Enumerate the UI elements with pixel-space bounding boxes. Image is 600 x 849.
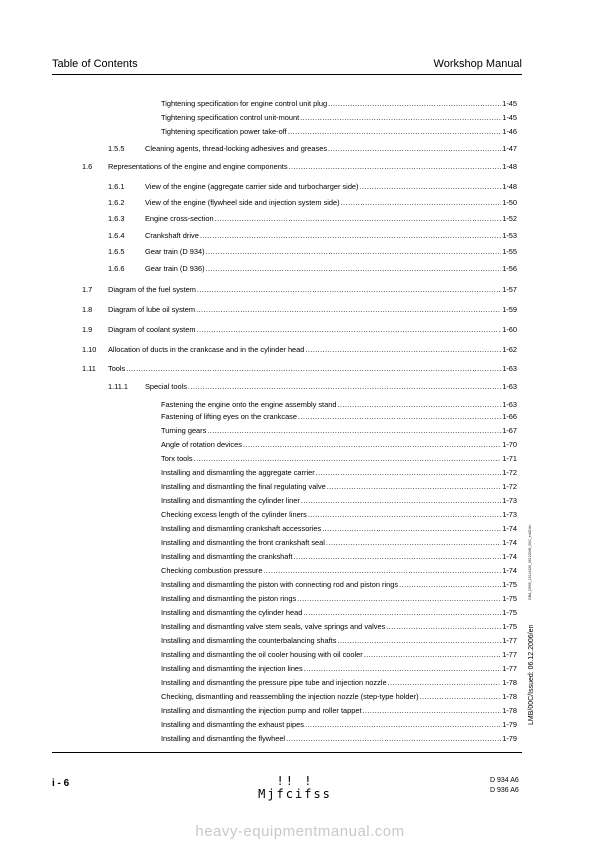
toc-leader-dots xyxy=(399,579,501,591)
toc-leader-dots xyxy=(328,98,501,110)
toc-row[interactable] xyxy=(161,425,517,437)
toc-row[interactable] xyxy=(161,635,517,647)
footer-garbled-text xyxy=(230,775,360,801)
toc-row[interactable] xyxy=(108,263,517,275)
toc-title: Crankshaft drive xyxy=(145,231,199,240)
toc-page: 1-75 xyxy=(502,622,517,631)
side-note xyxy=(528,475,538,725)
toc-title: Gear train (D 936) xyxy=(145,264,205,273)
toc-title: Gear train (D 934) xyxy=(145,247,205,256)
toc-row[interactable] xyxy=(82,304,517,316)
toc-number: 1.11 xyxy=(82,364,96,373)
toc-title: Installing and dismantling the exhaust pipes xyxy=(161,720,304,729)
toc-leader-dots xyxy=(386,621,501,633)
toc-page: 1-75 xyxy=(502,594,517,603)
toc-leader-dots xyxy=(301,495,501,507)
watermark: heavy-equipmentmanual.com xyxy=(195,823,405,840)
toc-page: 1-53 xyxy=(502,231,517,240)
toc-leader-dots xyxy=(328,143,501,155)
toc-row[interactable] xyxy=(161,705,517,717)
toc-row[interactable] xyxy=(108,381,517,393)
model-designation xyxy=(490,776,519,796)
footer-garbled-bottom: Mjfcifss xyxy=(258,787,332,801)
toc-title: Installing and dismantling valve stem seals, valve springs and valves xyxy=(161,622,386,631)
toc-leader-dots xyxy=(289,161,502,173)
toc-row[interactable] xyxy=(161,411,517,423)
toc-title: Installing and dismantling the oil cooler housing with oil cooler xyxy=(161,650,363,659)
toc-leader-dots xyxy=(207,425,501,437)
toc-title: Installing and dismantling the piston rings xyxy=(161,594,297,603)
toc-title: Cleaning agents, thread-locking adhesives and greases xyxy=(145,144,328,153)
toc-title: Checking combustion pressure xyxy=(161,566,263,575)
toc-leader-dots xyxy=(200,230,501,242)
toc-title: Representations of the engine and engine components xyxy=(108,162,288,171)
toc-row[interactable] xyxy=(161,481,517,493)
toc-page: 1-67 xyxy=(502,426,517,435)
toc-row[interactable] xyxy=(82,324,517,336)
side-note-issued: LMB/00C/Issued: 06.12.2006/en xyxy=(528,624,535,725)
toc-title: View of the engine (flywheel side and injection system side) xyxy=(145,198,340,207)
toc-row[interactable] xyxy=(161,649,517,661)
toc-page: 1-63 xyxy=(502,400,517,409)
toc-page: 1-77 xyxy=(502,650,517,659)
toc-row[interactable] xyxy=(82,161,517,173)
model-line-2: D 936 A6 xyxy=(490,787,519,794)
toc-row[interactable] xyxy=(161,719,517,731)
toc-row[interactable] xyxy=(161,453,517,465)
toc-leader-dots xyxy=(363,705,502,717)
toc-number: 1.6.2 xyxy=(108,198,125,207)
toc-leader-dots xyxy=(308,509,501,521)
toc-page: 1-77 xyxy=(502,664,517,673)
toc-leader-dots xyxy=(305,344,501,356)
toc-row[interactable] xyxy=(108,143,517,155)
toc-row[interactable] xyxy=(161,565,517,577)
toc-page: 1-72 xyxy=(502,482,517,491)
toc-title: Tightening specification for engine control unit plug xyxy=(161,99,328,108)
toc-title: Installing and dismantling the cylinder liner xyxy=(161,496,300,505)
toc-title: Checking excess length of the cylinder liners xyxy=(161,510,307,519)
toc-number: 1.6.5 xyxy=(108,247,125,256)
toc-title: Installing and dismantling the counterbalancing shafts xyxy=(161,636,337,645)
toc-title: Checking, dismantling and reassembling the injection nozzle (step-type holder) xyxy=(161,692,419,701)
toc-page: 1-45 xyxy=(502,113,517,122)
toc-row[interactable] xyxy=(161,399,517,411)
toc-page: 1-62 xyxy=(502,345,517,354)
toc-title: Fastening of lifting eyes on the crankcase xyxy=(161,412,297,421)
toc-number: 1.10 xyxy=(82,345,97,354)
toc-title: Installing and dismantling the flywheel xyxy=(161,734,286,743)
toc-page: 1-78 xyxy=(502,692,517,701)
toc-row[interactable] xyxy=(161,523,517,535)
toc-row[interactable] xyxy=(161,537,517,549)
toc-page: 1-48 xyxy=(502,162,517,171)
toc-title: Installing and dismantling the final regulating valve xyxy=(161,482,326,491)
toc-page: 1-74 xyxy=(502,552,517,561)
toc-leader-dots xyxy=(304,663,501,675)
toc-title: Angle of rotation devices xyxy=(161,440,242,449)
toc-page: 1-78 xyxy=(502,706,517,715)
toc-leader-dots xyxy=(298,411,501,423)
toc-title: Tools xyxy=(108,364,126,373)
toc-row[interactable] xyxy=(161,551,517,563)
toc-number: 1.6.3 xyxy=(108,214,125,223)
toc-number: 1.9 xyxy=(82,325,93,334)
toc-title: Installing and dismantling the aggregate carrier xyxy=(161,468,315,477)
toc-page: 1-77 xyxy=(502,636,517,645)
toc-leader-dots xyxy=(360,181,502,193)
toc-leader-dots xyxy=(206,263,502,275)
toc-title: Diagram of the fuel system xyxy=(108,285,196,294)
toc-title: Installing and dismantling the injection pump and roller tappet xyxy=(161,706,362,715)
toc-title: Torx tools xyxy=(161,454,193,463)
toc-row[interactable] xyxy=(161,579,517,591)
toc-number: 1.7 xyxy=(82,285,93,294)
toc-title: Installing and dismantling the crankshaft xyxy=(161,552,293,561)
toc-row[interactable] xyxy=(108,213,517,225)
toc-page: 1-71 xyxy=(502,454,517,463)
toc-page: 1-55 xyxy=(502,247,517,256)
toc-page: 1-75 xyxy=(502,580,517,589)
toc-row[interactable] xyxy=(161,691,517,703)
toc-title: Allocation of ducts in the crankcase and in the cylinder head xyxy=(108,345,305,354)
toc-leader-dots xyxy=(326,537,501,549)
header-rule xyxy=(52,74,522,75)
toc-number: 1.6.6 xyxy=(108,264,125,273)
side-note-file: GBA_D936_15114426_06122006_00C_en02.fm xyxy=(528,524,532,600)
toc-title: Installing and dismantling the pressure pipe tube and injection nozzle xyxy=(161,678,387,687)
toc-number: 1.11.1 xyxy=(108,382,128,391)
toc-title: Special tools xyxy=(145,382,187,391)
toc-row[interactable] xyxy=(108,246,517,258)
toc-title: Installing and dismantling the front crankshaft seal xyxy=(161,538,325,547)
toc-row[interactable] xyxy=(82,284,517,296)
toc-page: 1-74 xyxy=(502,524,517,533)
toc-row[interactable] xyxy=(161,593,517,605)
toc-row[interactable] xyxy=(161,677,517,689)
toc-number: 1.6 xyxy=(82,162,93,171)
toc-leader-dots xyxy=(196,304,501,316)
toc-page: 1-79 xyxy=(502,734,517,743)
toc-row[interactable] xyxy=(161,607,517,619)
toc-row[interactable] xyxy=(161,621,517,633)
toc-page: 1-52 xyxy=(502,214,517,223)
toc-number: 1.6.4 xyxy=(108,231,125,240)
toc-page: 1-60 xyxy=(502,325,517,334)
toc-title: Diagram of coolant system xyxy=(108,325,196,334)
toc-leader-dots xyxy=(293,551,501,563)
page-header xyxy=(52,58,522,74)
toc-page: 1-56 xyxy=(502,264,517,273)
toc-title: View of the engine (aggregate carrier side and turbocharger side) xyxy=(145,182,359,191)
toc-row[interactable] xyxy=(82,363,517,375)
toc-page: 1-47 xyxy=(502,144,517,153)
toc-leader-dots xyxy=(337,635,501,647)
toc-row[interactable] xyxy=(108,181,517,193)
toc-row[interactable] xyxy=(161,509,517,521)
toc-title: Engine cross-section xyxy=(145,214,214,223)
toc-title: Turning gears xyxy=(161,426,207,435)
toc-leader-dots xyxy=(286,733,501,745)
toc-page: 1-73 xyxy=(502,496,517,505)
toc-row[interactable] xyxy=(161,663,517,675)
header-title-left: Table of Contents xyxy=(52,58,138,70)
toc-page: 1-63 xyxy=(502,382,517,391)
toc-leader-dots xyxy=(297,593,501,605)
toc-leader-dots xyxy=(188,381,501,393)
toc-page: 1-78 xyxy=(502,678,517,687)
toc-leader-dots xyxy=(194,453,502,465)
toc-number: 1.5.5 xyxy=(108,144,125,153)
toc-number: 1.8 xyxy=(82,305,93,314)
footer-rule xyxy=(52,752,522,753)
footer-garbled-top: !! ! xyxy=(276,774,314,788)
toc-number: 1.6.1 xyxy=(108,182,125,191)
toc-title: Tightening specification control unit-mount xyxy=(161,113,300,122)
toc-page: 1-74 xyxy=(502,538,517,547)
toc-row[interactable] xyxy=(161,467,517,479)
toc-leader-dots xyxy=(243,439,501,451)
toc-leader-dots xyxy=(305,719,501,731)
toc-page: 1-79 xyxy=(502,720,517,729)
toc-page: 1-72 xyxy=(502,468,517,477)
toc-page: 1-70 xyxy=(502,440,517,449)
toc-page: 1-59 xyxy=(502,305,517,314)
toc-row[interactable] xyxy=(161,126,517,138)
toc-leader-dots xyxy=(126,363,501,375)
toc-leader-dots xyxy=(197,284,501,296)
toc-leader-dots xyxy=(263,565,501,577)
toc-title: Tightening specification power take-off xyxy=(161,127,287,136)
toc-page: 1-50 xyxy=(502,198,517,207)
toc-leader-dots xyxy=(316,467,502,479)
toc-title: Installing and dismantling the piston with connecting rod and piston rings xyxy=(161,580,399,589)
toc-row[interactable] xyxy=(161,439,517,451)
page-number: i - 6 xyxy=(52,778,70,789)
toc-page: 1-74 xyxy=(502,566,517,575)
toc-leader-dots xyxy=(206,246,502,258)
toc-page: 1-57 xyxy=(502,285,517,294)
toc-page: 1-45 xyxy=(502,99,517,108)
toc-leader-dots xyxy=(388,677,502,689)
toc-leader-dots xyxy=(288,126,501,138)
toc-page: 1-66 xyxy=(502,412,517,421)
toc-leader-dots xyxy=(322,523,501,535)
toc-leader-dots xyxy=(337,399,501,411)
toc-row[interactable] xyxy=(161,733,517,745)
toc-page: 1-63 xyxy=(502,364,517,373)
toc-page: 1-73 xyxy=(502,510,517,519)
toc-leader-dots xyxy=(303,607,501,619)
toc-row[interactable] xyxy=(82,344,517,356)
toc-leader-dots xyxy=(215,213,502,225)
toc-row[interactable] xyxy=(108,197,517,209)
model-line-1: D 934 A6 xyxy=(490,777,519,784)
toc-leader-dots xyxy=(197,324,502,336)
toc-title: Installing and dismantling the cylinder head xyxy=(161,608,303,617)
toc-row[interactable] xyxy=(161,112,517,124)
toc-row[interactable] xyxy=(161,98,517,110)
toc-page: 1-46 xyxy=(502,127,517,136)
toc-title: Fastening the engine onto the engine assembly stand xyxy=(161,400,337,409)
toc-leader-dots xyxy=(300,112,501,124)
toc-title: Installing and dismantling the injection lines xyxy=(161,664,303,673)
toc-title: Installing and dismantling crankshaft accessories xyxy=(161,524,322,533)
toc-leader-dots xyxy=(364,649,501,661)
toc-leader-dots xyxy=(420,691,502,703)
header-title-right: Workshop Manual xyxy=(433,58,522,70)
toc-title: Diagram of lube oil system xyxy=(108,305,196,314)
toc-leader-dots xyxy=(341,197,502,209)
toc-page: 1-75 xyxy=(502,608,517,617)
toc-row[interactable] xyxy=(108,230,517,242)
toc-page: 1-48 xyxy=(502,182,517,191)
toc-row[interactable] xyxy=(161,495,517,507)
toc-leader-dots xyxy=(327,481,501,493)
